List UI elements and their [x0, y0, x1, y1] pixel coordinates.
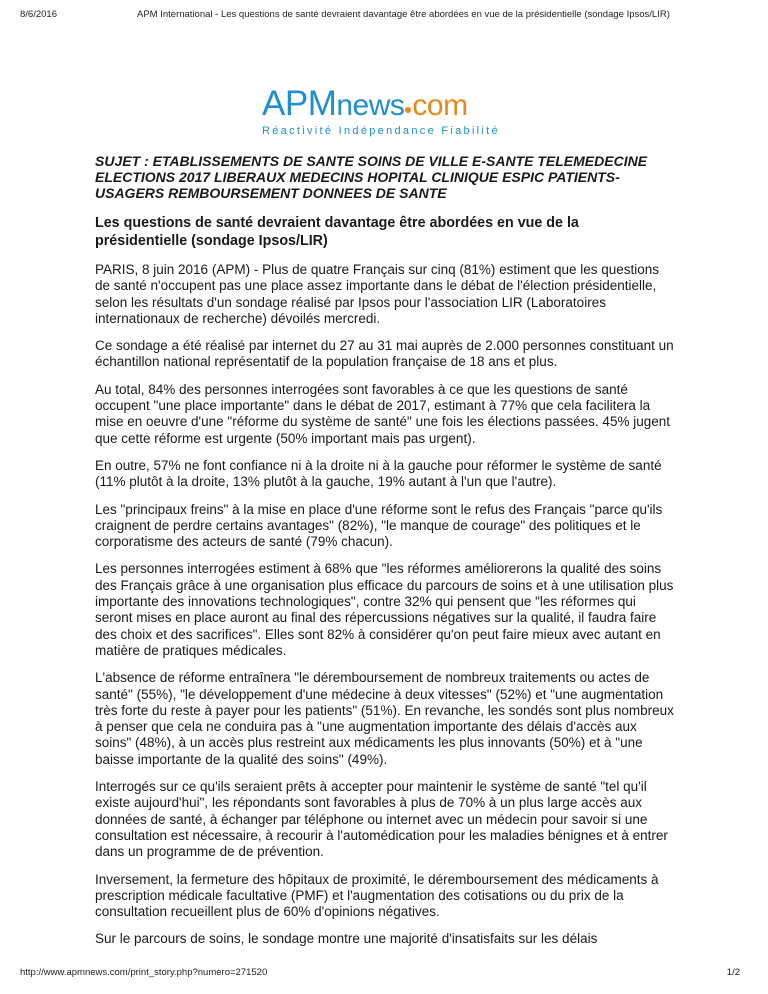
subject-label: SUJET : — [95, 153, 149, 169]
article-paragraph: Inversement, la fermeture des hôpitaux de proximité, le déremboursement des médicaments à prescription médicale facultative (PMF) et l'augmentation des cotisations ou du prix de la consultation recueillent plus de 60% d'opinions négatives. — [95, 871, 659, 920]
article-paragraph: Au total, 84% des personnes interrogées sont favorables à ce que les questions de santé occupent "une place importante" dans le débat de 2017, estimant à 77% que cela facilitera la mise en oeuvre d'une "réforme du système de santé" une fois les élections passées. 45% jugent que cette réforme est urgente (50% important mais pas urgent). — [95, 381, 670, 446]
subject-keywords: ETABLISSEMENTS DE SANTE SOINS DE VILLE E-SANTE TELEMEDECINE ELECTIONS 2017 LIBERAUX MEDECINS HOPITAL CLINIQUE ESPIC PATIENTS-USAGERS REMBOURSEMENT DONNEES DE SANTE — [95, 153, 648, 201]
article-paragraph: Interrogés sur ce qu'ils seraient prêts à accepter pour maintenir le système de santé "tel qu'il existe aujourd'hui", les répondants sont favorables à plus de 70% à un plus large accès aux données de santé, à échanger par téléphone ou internet avec un médecin pour savoir si une consultation est nécessaire, à recourir à l'automédication pour les maladies bénignes et à entrer dans un programme de de prévention. — [95, 779, 668, 860]
article — [95, 153, 675, 959]
article-paragraph: L'absence de réforme entraînera "le déremboursement de nombreux traitements ou actes de santé" (55%), "le développement d'une médecine à deux vitesses" (52%) et "une augmentation très forte du reste à payer pour les patients" (51%). En revanche, les sondés sont plus nombreux à penser que cela ne conduira pas à "une augmentation importante des délais d'accès aux soins" (48%), à un accès plus restreint aux médicaments les plus innovants (50%) et à "une baisse importante de la qualité des soins" (49%). — [95, 670, 674, 767]
logo-wordmark: APMnews com — [262, 84, 468, 123]
article-paragraph: Sur le parcours de soins, le sondage montre une majorité d'insatisfaits sur les délais — [95, 931, 598, 947]
article-subject — [95, 153, 675, 201]
article-headline: Les questions de santé devraient davantage être abordées en vue de la présidentielle (sondage Ipsos/LIR) — [95, 215, 579, 249]
article-paragraph: Les personnes interrogées estiment à 68% que "les réformes améliorerons la qualité des soins des Français grâce à une organisation plus efficace du parcours de soins et à une utilisation plus importante des innovations technologiques", contre 32% qui pensent que "les réformes qui seront mises en place auront au final des répercussions négatives sur la qualité, il faudra faire des choix et des sacrifices". Elles sont 82% à considérer qu'on peut faire mieux avec autant en matière de pratiques médicales. — [95, 561, 674, 658]
article-paragraph: Ce sondage a été réalisé par internet du 27 au 31 mai auprès de 2.000 personnes constituant un échantillon national représentatif de la population française de 18 ans et plus. — [95, 338, 674, 370]
print-url: http://www.apmnews.com/print_story.php?numero=271520 — [20, 967, 268, 978]
page-number: 1/2 — [726, 967, 740, 978]
article-paragraph: En outre, 57% ne font confiance ni à la droite ni à la gauche pour réformer le système de santé (11% plutôt à la droite, 13% plutôt à la gauche, 19% autant à l'un que l'autre). — [95, 457, 662, 490]
logo-tagline: Réactivité Indépendance Fiabilité — [262, 125, 500, 137]
apmnews-logo — [262, 86, 512, 136]
article-paragraph: PARIS, 8 juin 2016 (APM) - Plus de quatre Français sur cinq (81%) estiment que les questions de santé n'occupent pas une place assez importante dans le débat de l'élection présidentielle, selon les résultats d'un sondage réalisé par Ipsos pour l'association LIR (Laboratoires internationaux de recherche) dévoilés mercredi. — [95, 262, 660, 326]
article-paragraph: Les "principaux freins" à la mise en place d'une réforme sont le refus des Français "parce qu'ils craignent de perdre certains avantages" (82%), "le manque de courage" des politiques et le corporatisme des acteurs de santé (79% chacun). — [95, 501, 663, 550]
print-page-title: APM International - Les questions de santé devraient davantage être abordées en vue de la présidentielle (sondage Ipsos/LIR) — [137, 9, 670, 20]
article-body — [95, 262, 675, 948]
print-date: 8/6/2016 — [20, 9, 57, 20]
logo-dot-icon — [405, 107, 411, 113]
